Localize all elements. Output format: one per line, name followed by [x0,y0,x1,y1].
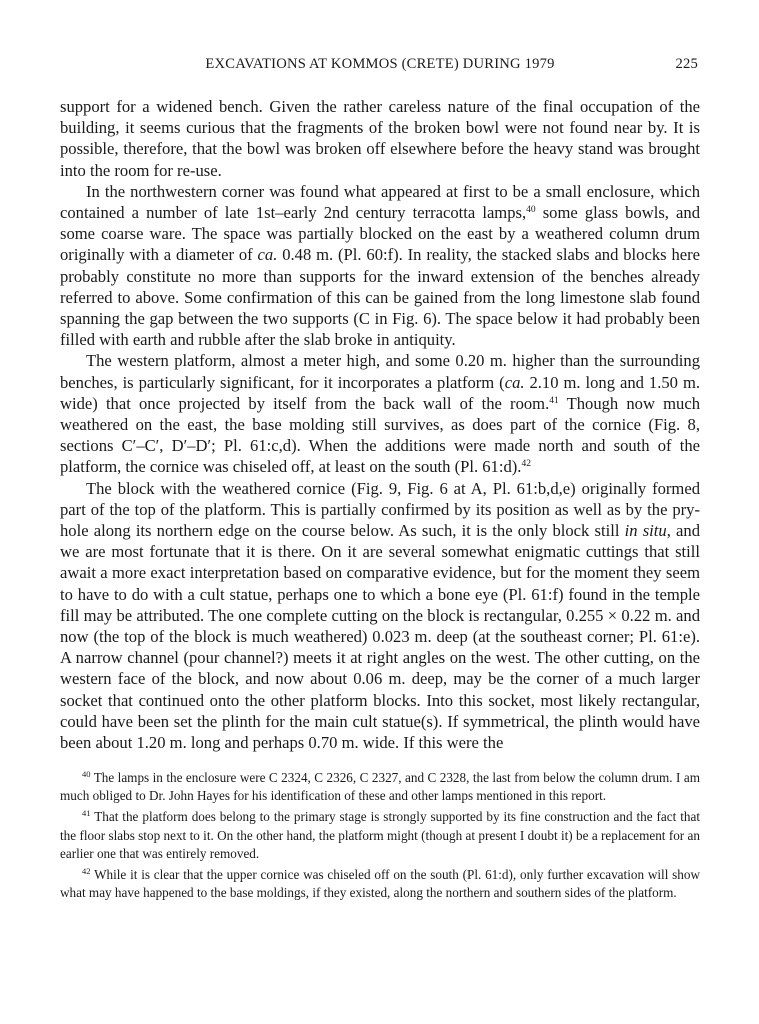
paragraph-3-italic-ca: ca. [504,372,525,392]
footnote-number: 40 [82,769,91,780]
paragraph-2 [60,181,700,351]
paragraph-4-text-b: , and we are most fortunate that it is there. On it are several somewhat enigmatic cuttings that still await a more exact interpretation based on comparative evidence, but for the moment they seem to have to do with a cult statue, perhaps one to which a bone eye (Pl. 61:f) found in the temple fill may be attributed. The one complete cutting on the block is rectangular, 0.255 × 0.22 m. and now (the top of the block is much weathered) 0.023 m. deep (at the southeast corner; Pl. 61:e). A narrow channel (pour channel?) meets it at right angles on the west. The other cutting, on the western face of the block, and now about 0.06 m. deep, may be the corner of a much larger socket that continued onto the other platform blocks. Into this socket, most likely rectangular, could have been set the plinth for the main cult statue(s). If symmetrical, the plinth would have been about 1.20 m. long and perhaps 0.70 m. wide. If this were the [60,521,701,753]
footnote-40 [60,769,700,805]
paragraph-2-text-a: In the northwestern corner was found what appeared at first to be a small enclosure, which contained a number of late 1st–early 2nd century terracotta lamps, [60,181,700,223]
paragraph-1 [60,96,700,181]
footnote-number: 42 [82,865,91,876]
paragraph-2-italic-ca: ca. [257,245,278,265]
running-header [60,56,700,76]
page-number: 225 [675,56,698,72]
footnote-text: That the platform does belong to the primary stage is strongly supported by its fine construction and the fact that the floor slabs stop next to it. On the other hand, the platform might (though at present I doubt it) be a replacement for an earlier one that was entirely removed. [60,809,700,861]
footnote-42 [60,866,700,902]
paragraph-3-text-b: 2.10 m. long and 1.50 m. wide) that once projected by itself from the back wall of the room. [60,372,700,413]
paragraph-4-italic-in-situ: in situ [624,521,667,541]
paragraph-4-text-a: The block with the weathered cornice (Fig. 9, Fig. 6 at A, Pl. 61:b,d,e) originally formed part of the top of the platform. This is partially confirmed by its position as well as by the pry-hole along its northern edge on the course below. As such, it is the only block still [60,478,700,541]
footnote-41 [60,808,700,862]
paragraph-3-text-c: Though now much weathered on the east, the base molding still survives, as does part of the cornice (Fig. 8, sections C′–C′, D′–D′; Pl. 61:c,d). When the additions were made north and south of the platform, the cornice was chiseled off, at least on the south (Pl. 61:d). [60,393,700,477]
footnote-ref-40[interactable]: 40 [526,205,536,216]
paragraph-2-text-b: some glass bowls, and some coarse ware. The space was partially blocked on the east by a weathered column drum originally with a diameter of [60,203,700,265]
paragraph-1-text: support for a widened bench. Given the rather careless nature of the final occupation of the building, it seems curious that the fragments of the broken bowl were not found near by. It is possible, therefore, that the bowl was broken off elsewhere before the heavy stand was brought into the room for re-use. [60,97,700,180]
footnote-number: 41 [82,808,91,819]
paragraph-4 [60,478,700,754]
paragraph-3-text-a: The western platform, almost a meter high, and some 0.20 m. higher than the surrounding benches, is particularly significant, for it incorporates a platform ( [60,351,700,392]
paragraph-2-text-c: 0.48 m. (Pl. 60:f). In reality, the stacked slabs and blocks here probably constitute no more than supports for the inward extension of the benches already referred to above. Some confirmation of this can be gained from the long limestone slab found spanning the gap between the two supports (C in Fig. 6). The space below it had probably been filled with earth and rubble after the slab broke in antiquity. [60,245,700,350]
footnote-text: While it is clear that the upper cornice was chiseled off on the south (Pl. 61:d), only further excavation will show what may have happened to the base moldings, if they existed, along the northern and southern sides of the platform. [60,866,700,900]
page [60,56,700,905]
running-title: EXCAVATIONS AT KOMMOS (CRETE) DURING 1979 [205,56,555,72]
paragraph-3 [60,350,700,477]
footnote-ref-42[interactable]: 42 [521,459,531,470]
body-text [60,96,700,753]
footnote-text: The lamps in the enclosure were C 2324, C 2326, C 2327, and C 2328, the last from below the column drum. I am much obliged to Dr. John Hayes for his identification of these and other lamps mentioned in this report. [60,770,700,804]
footnote-ref-41[interactable]: 41 [549,395,559,406]
footnotes [60,769,700,902]
